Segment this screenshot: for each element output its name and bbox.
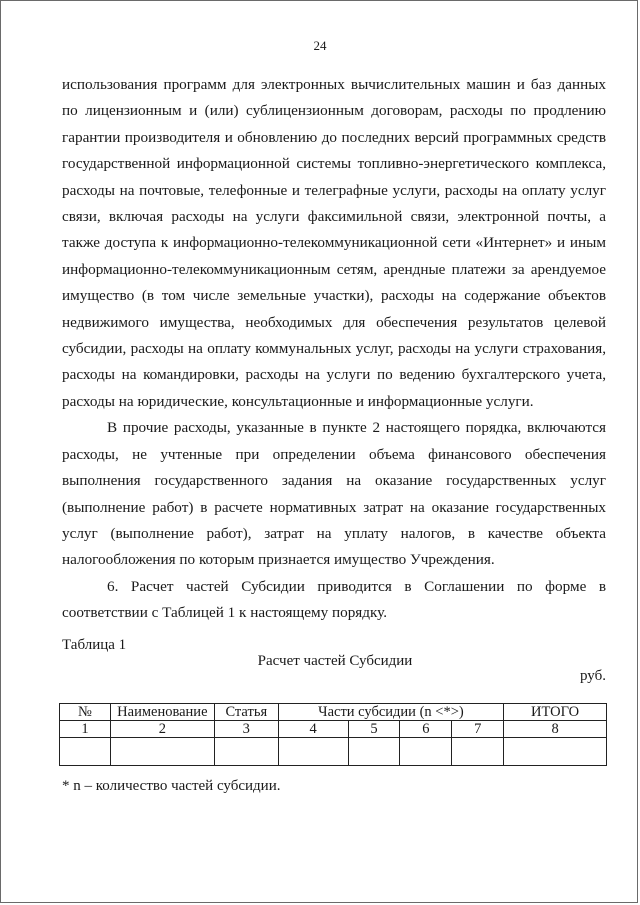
table-title: Расчет частей Субсидии xyxy=(257,653,413,669)
footnote: * n – количество частей субсидии. xyxy=(62,778,281,794)
empty-cell xyxy=(400,738,452,766)
number-cell: 4 xyxy=(278,721,348,738)
number-cell: 2 xyxy=(110,721,214,738)
table-row xyxy=(60,738,607,766)
number-cell: 8 xyxy=(504,721,607,738)
number-cell: 5 xyxy=(348,721,400,738)
document-body xyxy=(62,72,606,627)
empty-cell xyxy=(110,738,214,766)
header-cell-article: Статья xyxy=(214,704,278,721)
empty-cell xyxy=(278,738,348,766)
number-cell: 6 xyxy=(400,721,452,738)
paragraph-continuation: использования программ для электронных вычислительных машин и баз данных по лицензионным и (или) сублицензионным договорам, расходы по продлению гарантии производителя и обновлению до последних версий программных средств государственной информационной системы топливно-энергетического комплекса, расходы на почтовые, телефонные и телеграфные услуги, расходы на оплату услуг связи, включая расходы на услуги факсимильной связи, электронной почты, а также доступа к информационно-телекоммуникационной сети «Интернет» и иным информационно-телекоммуникационным сетям, арендные платежи за арендуемое имущество (в том числе земельные участки), расходы на содержание объектов недвижимого имущества, необходимых для обеспечения результатов целевой субсидии, расходы на оплату коммунальных услуг, расходы на услуги страхования, расходы на командировки, расходы на услуги по ведению бухгалтерского учета, расходы на юридические, консультационные и информационные услуги. xyxy=(62,76,606,410)
empty-cell xyxy=(348,738,400,766)
header-cell-total: ИТОГО xyxy=(504,704,607,721)
header-cell-name: Наименование xyxy=(110,704,214,721)
empty-cell xyxy=(60,738,111,766)
page-number: 24 xyxy=(313,38,327,53)
number-cell: 3 xyxy=(214,721,278,738)
empty-cell xyxy=(504,738,607,766)
table-caption: Таблица 1 xyxy=(62,637,127,653)
header-cell-number: № xyxy=(60,704,111,721)
empty-cell xyxy=(214,738,278,766)
number-cell: 7 xyxy=(452,721,504,738)
subsidy-table xyxy=(59,703,607,766)
paragraph-other-expenses: В прочие расходы, указанные в пункте 2 настоящего порядка, включаются расходы, не учтенные при определении объема финансового обеспечения выполнения государственного задания на оказание государственных услуг (выполнение работ) в расчете нормативных затрат на оказание государственных услуг (выполнение работ), затрат на уплату налогов, в качестве объекта налогообложения по которым признается имущество Учреждения. xyxy=(62,419,606,569)
number-cell: 1 xyxy=(60,721,111,738)
paragraph-item-6: 6. Расчет частей Субсидии приводится в Соглашении по форме в соответствии с Таблицей 1 к настоящему порядку. xyxy=(62,577,606,622)
table-numbering-row xyxy=(60,721,607,738)
header-cell-parts: Части субсидии (n <*>) xyxy=(278,704,503,721)
currency-unit: руб. xyxy=(580,668,606,684)
table-header-row xyxy=(60,704,607,721)
empty-cell xyxy=(452,738,504,766)
